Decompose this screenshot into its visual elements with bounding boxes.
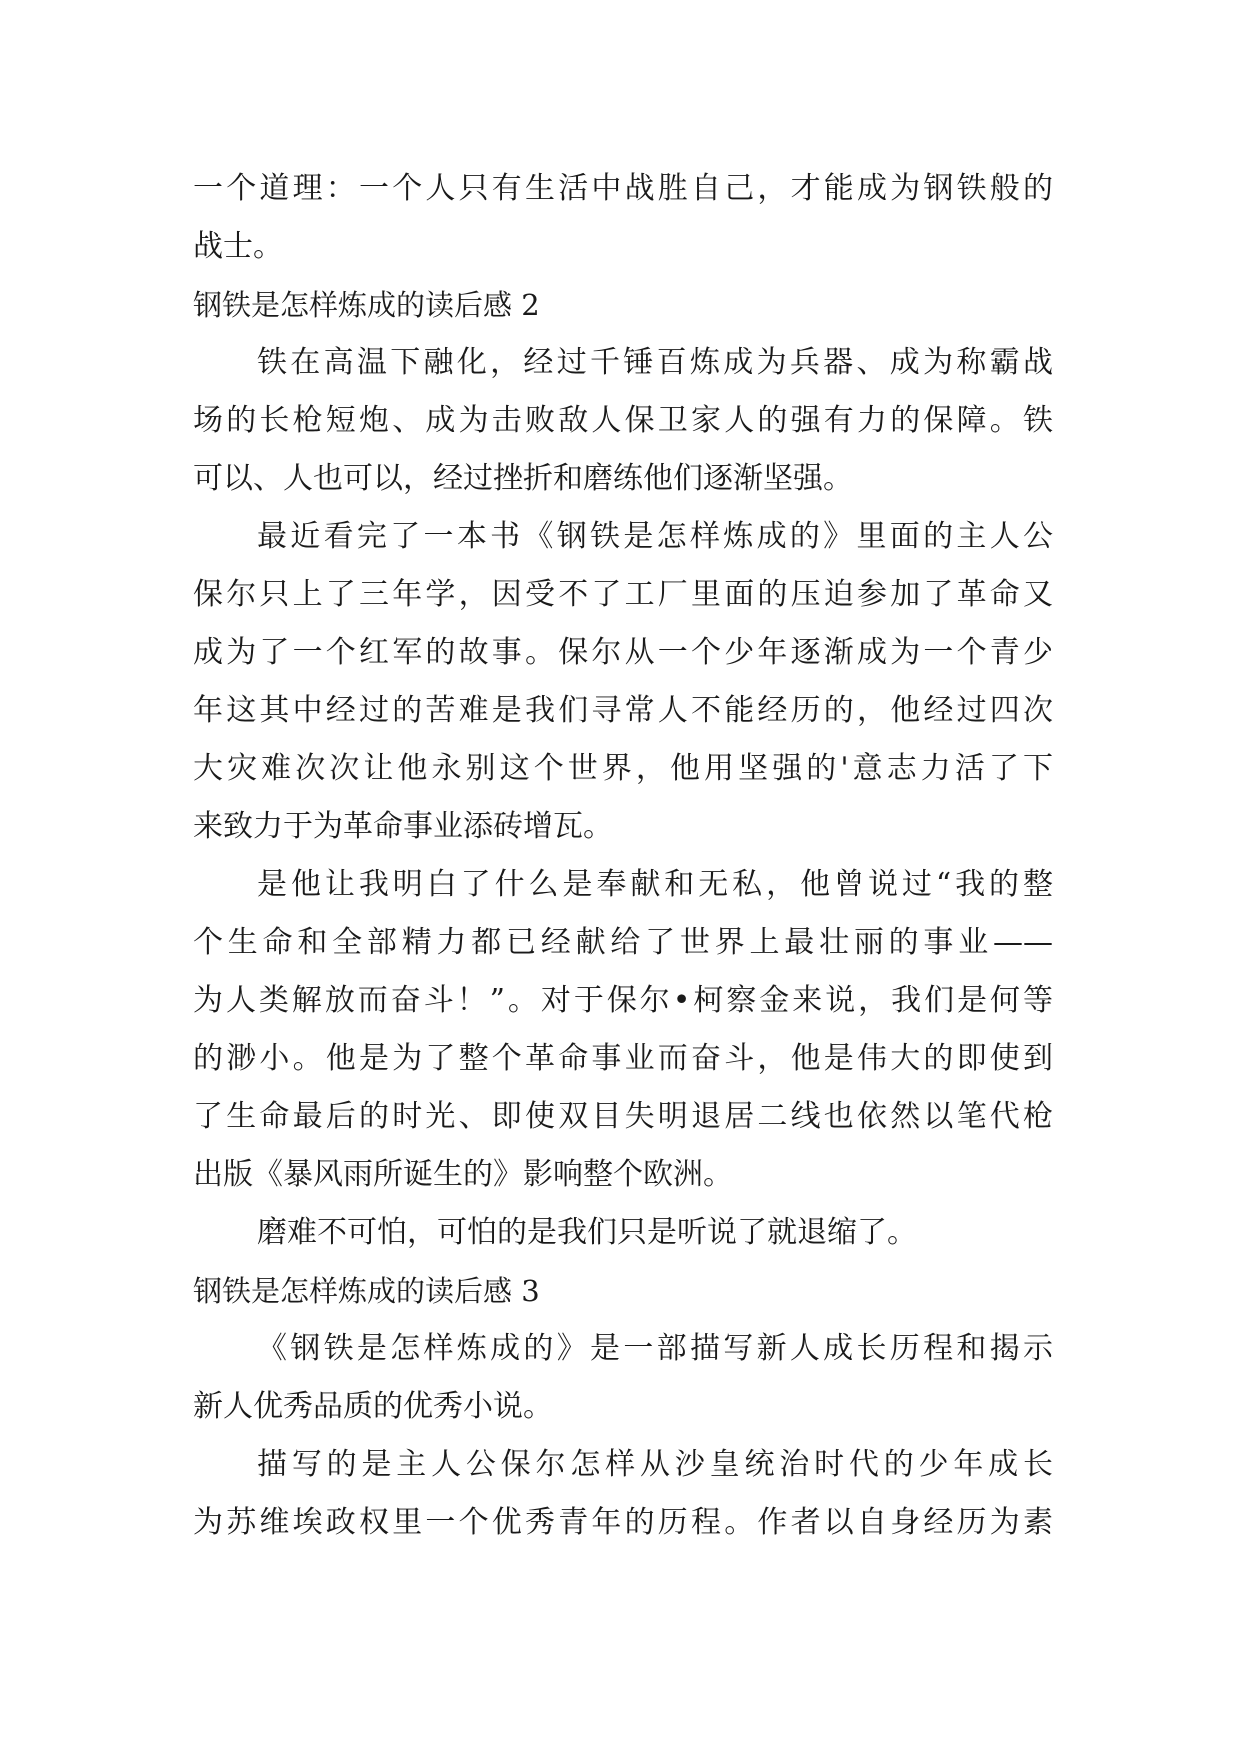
text-line: 了生命最后的时光、即使双目失明退居二线也依然以笔代枪	[193, 1099, 1053, 1134]
paragraph	[193, 160, 1053, 276]
text-line: 为人类解放而奋斗！”。对于保尔•柯察金来说，我们是何等	[193, 983, 1053, 1018]
paragraph	[193, 1320, 1053, 1436]
text-line: 出版《暴风雨所诞生的》影响整个欧洲。	[193, 1157, 733, 1192]
text-line: 磨难不可怕，可怕的是我们只是听说了就退缩了。	[257, 1215, 917, 1250]
text-line: 的渺小。他是为了整个革命事业而奋斗，他是伟大的即使到	[193, 1041, 1053, 1076]
paragraph	[193, 1436, 1053, 1552]
paragraph	[193, 508, 1053, 856]
text-line: 来致力于为革命事业添砖增瓦。	[193, 809, 613, 844]
paragraph	[193, 1204, 1053, 1262]
paragraph	[193, 856, 1053, 1204]
paragraph	[193, 334, 1053, 508]
text-line: 场的长枪短炮、成为击败敌人保卫家人的强有力的保障。铁	[193, 403, 1053, 438]
text-line: 保尔只上了三年学，因受不了工厂里面的压迫参加了革命又	[193, 577, 1053, 612]
section-heading: 钢铁是怎样炼成的读后感 3	[193, 1274, 540, 1308]
text-line: 大灾难次次让他永别这个世界，他用坚强的'意志力活了下	[193, 751, 1053, 786]
text-line: 《钢铁是怎样炼成的》是一部描写新人成长历程和揭示	[257, 1331, 1053, 1366]
text-line: 为苏维埃政权里一个优秀青年的历程。作者以自身经历为素	[193, 1505, 1053, 1540]
text-line: 一个道理：一个人只有生活中战胜自己，才能成为钢铁般的	[193, 171, 1053, 206]
text-line: 描写的是主人公保尔怎样从沙皇统治时代的少年成长	[257, 1447, 1053, 1482]
section-heading: 钢铁是怎样炼成的读后感 2	[193, 288, 540, 322]
text-line: 铁在高温下融化，经过千锤百炼成为兵器、成为称霸战	[257, 345, 1053, 380]
text-line: 个生命和全部精力都已经献给了世界上最壮丽的事业——	[193, 925, 1053, 960]
text-line: 年这其中经过的苦难是我们寻常人不能经历的，他经过四次	[193, 693, 1053, 728]
text-line: 最近看完了一本书《钢铁是怎样炼成的》里面的主人公	[257, 519, 1053, 554]
text-line: 成为了一个红军的故事。保尔从一个少年逐渐成为一个青少	[193, 635, 1053, 670]
text-line: 战士。	[193, 229, 283, 264]
text-line: 是他让我明白了什么是奉献和无私，他曾说过“我的整	[257, 867, 1053, 902]
text-line: 可以、人也可以，经过挫折和磨练他们逐渐坚强。	[193, 461, 853, 496]
text-line: 新人优秀品质的优秀小说。	[193, 1389, 553, 1424]
document-page	[193, 160, 1053, 1552]
